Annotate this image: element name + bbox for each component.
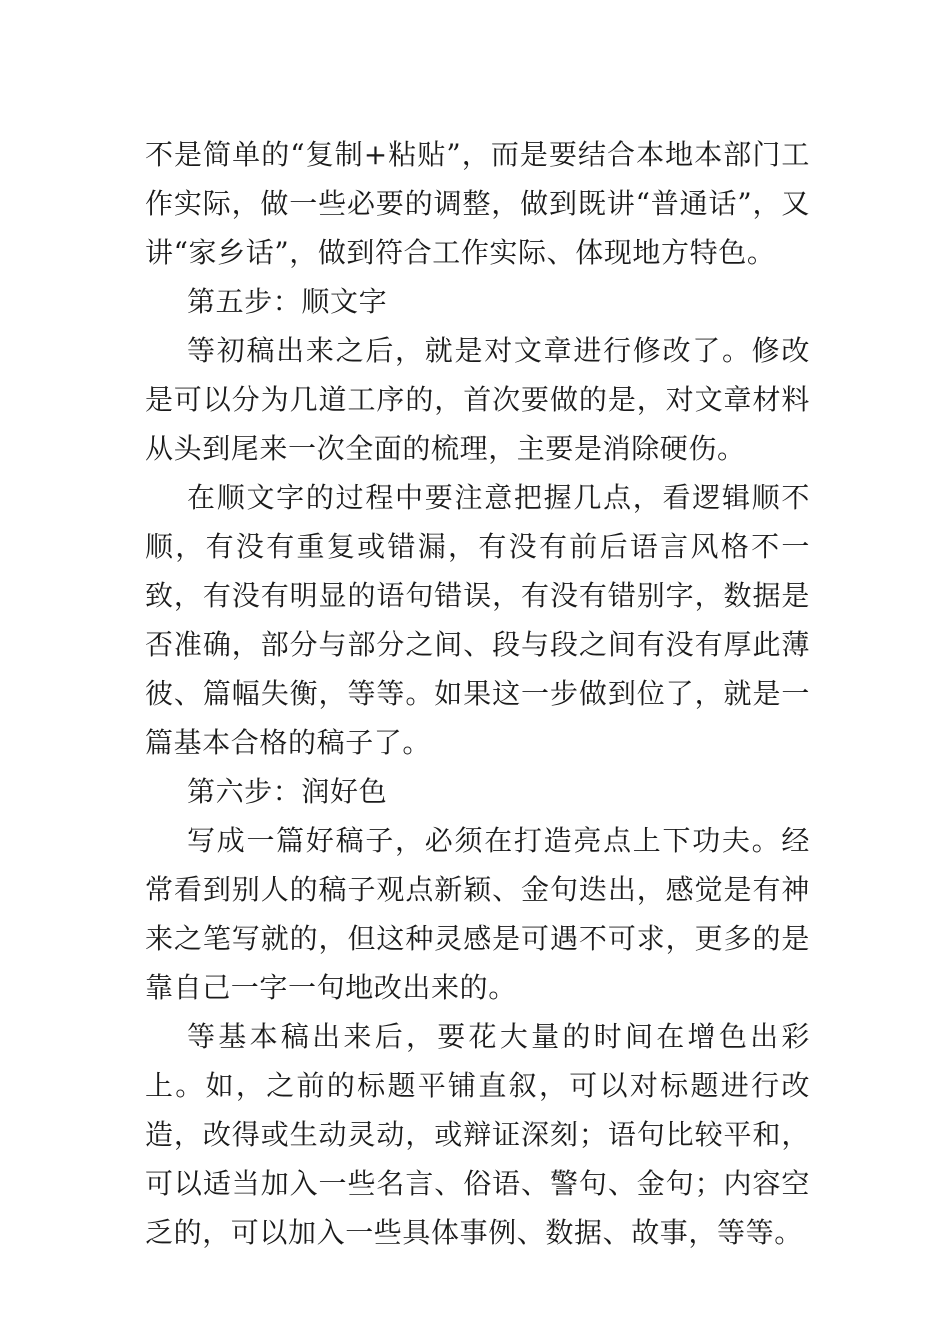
paragraph-step-five-points: 在顺文字的过程中要注意把握几点，看逻辑顺不顺，有没有重复或错漏，有没有前后语言风格不一致，有没有明显的语句错误，有没有错别字，数据是否准确，部分与部分之间、段与段之间有没有厚此薄彼、篇幅失衡，等等。如果这一步做到位了，就是一篇基本合格的稿子了。	[145, 481, 810, 759]
paragraph-step-six-intro: 写成一篇好稿子，必须在打造亮点上下功夫。经常看到别人的稿子观点新颖、金句迭出，感觉是有神来之笔写就的，但这种灵感是可遇不可求，更多的是靠自己一字一句地改出来的。	[145, 824, 810, 1004]
document-body	[145, 130, 810, 1257]
section-heading-step-six: 第六步：润好色	[187, 775, 388, 808]
section-heading-step-five: 第五步：顺文字	[187, 285, 388, 318]
paragraph-step-five-intro: 等初稿出来之后，就是对文章进行修改了。修改是可以分为几道工序的，首次要做的是，对文章材料从头到尾来一次全面的梳理，主要是消除硬伤。	[145, 334, 810, 465]
paragraph-step-six-details: 等基本稿出来后，要花大量的时间在增色出彩上。如，之前的标题平铺直叙，可以对标题进行改造，改得或生动灵动，或辩证深刻；语句比较平和，可以适当加入一些名言、俗语、警句、金句；内容空乏的，可以加入一些具体事例、数据、故事，等等。	[145, 1020, 810, 1249]
paragraph-continuation: 不是简单的“复制+粘贴”，而是要结合本地本部门工作实际，做一些必要的调整，做到既讲“普通话”，又讲“家乡话”，做到符合工作实际、体现地方特色。	[145, 138, 810, 269]
